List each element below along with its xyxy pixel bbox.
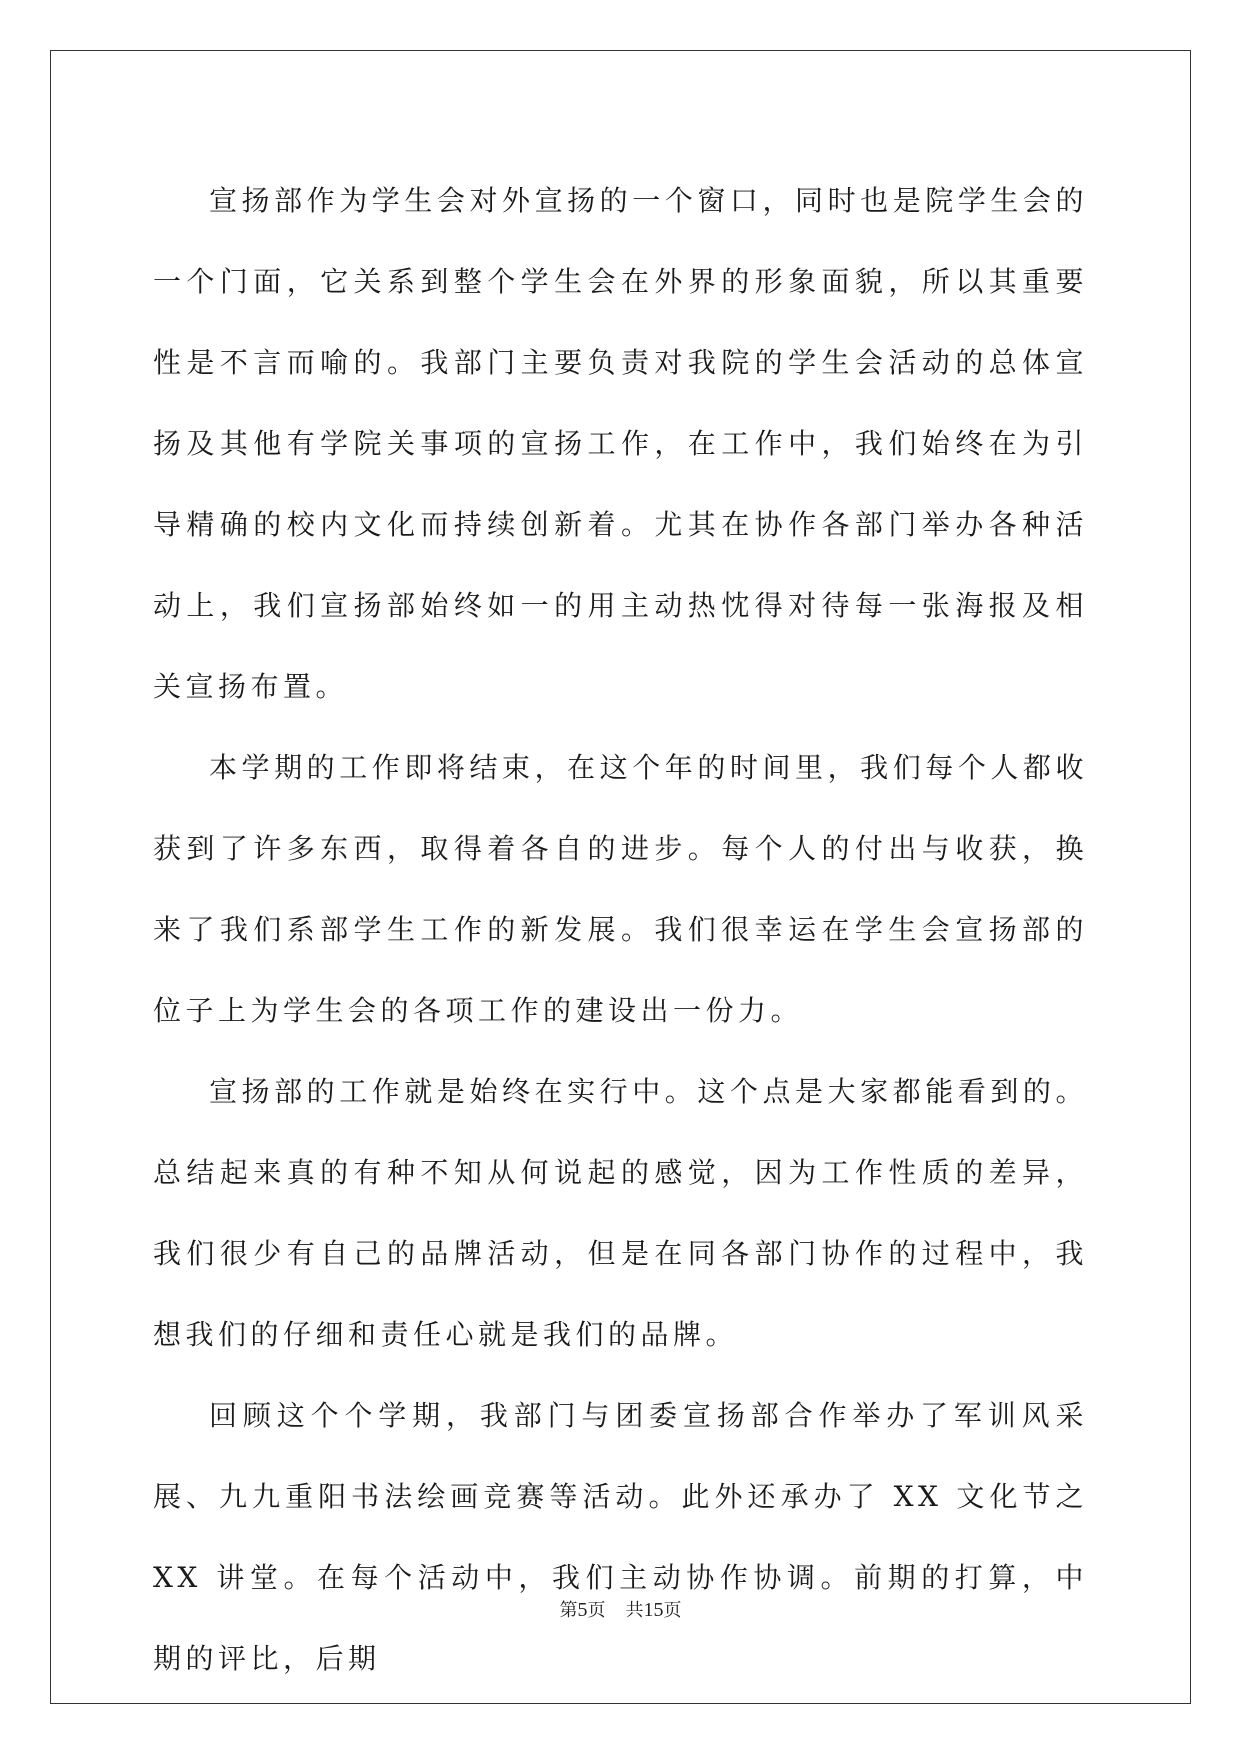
page-total: 15 xyxy=(643,1599,664,1621)
total-prefix: 共 xyxy=(625,1600,644,1621)
page-prefix: 第 xyxy=(559,1600,578,1621)
paragraph-3: 宣扬部的工作就是始终在实行中。这个点是大家都能看到的。总结起来真的有种不知从何说起的感觉，因为工作性质的差异，我们很少有自己的品牌活动，但是在同各部门协作的过程中，我想我们的仔细和责任心就是我们的品牌。 xyxy=(153,1075,1088,1351)
paragraph-2: 本学期的工作即将结束，在这个年的时间里，我们每个人都收获到了许多东西，取得着各自的进步。每个人的付出与收获，换来了我们系部学生工作的新发展。我们很幸运在学生会宣扬部的位子上为学生会的各项工作的建设出一份力。 xyxy=(153,751,1088,1027)
page-suffix: 页 xyxy=(587,1600,606,1621)
document-body xyxy=(153,160,1088,1699)
page-number: 5 xyxy=(577,1599,588,1621)
paragraph-4: 回顾这个个学期，我部门与团委宣扬部合作举办了军训风采展、九九重阳书法绘画竞赛等活动。此外还承办了 XX 文化节之 XX 讲堂。在每个活动中，我们主动协作协调。前期的打算，中期的评比，后期 xyxy=(153,1399,1088,1675)
page-footer xyxy=(0,1596,1241,1622)
paragraph-1: 宣扬部作为学生会对外宣扬的一个窗口，同时也是院学生会的一个门面，它关系到整个学生会在外界的形象面貌，所以其重要性是不言而喻的。我部门主要负责对我院的学生会活动的总体宣扬及其他有学院关事项的宣扬工作，在工作中，我们始终在为引导精确的校内文化而持续创新着。尤其在协作各部门举办各种活动上，我们宣扬部始终如一的用主动热忱得对待每一张海报及相关宣扬布置。 xyxy=(153,184,1088,703)
total-suffix: 页 xyxy=(663,1600,682,1621)
